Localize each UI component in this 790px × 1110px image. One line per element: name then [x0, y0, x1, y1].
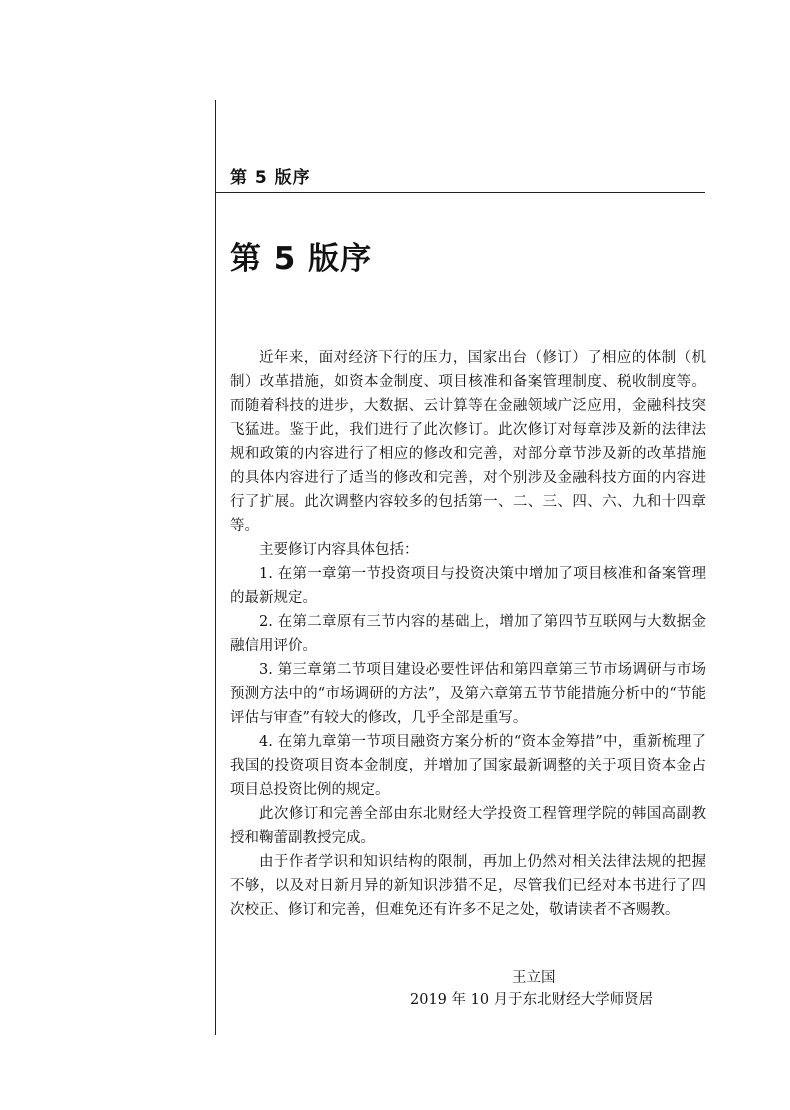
- margin-vertical-rule: [215, 100, 216, 1035]
- paragraph-item-4: 4. 在第九章第一节项目融资方案分析的“资本金筹措”中，重新梳理了我国的投资项目资本金制度，并增加了国家最新调整的关于项目资本金占项目总投资比例的规定。: [230, 734, 706, 798]
- preface-body: [230, 346, 706, 922]
- paragraph-item-3: 3. 第三章第二节项目建设必要性评估和第四章第三节市场调研与市场预测方法中的“市场调研的方法”，及第六章第五节节能措施分析中的“节能评估与审查”有较大的修改，几乎全部是重写。: [230, 662, 706, 726]
- paragraph-credits: 此次修订和完善全部由东北财经大学投资工程管理学院的韩国高副教授和鞠蕾副教授完成。: [230, 806, 706, 846]
- author-name: 王立国: [512, 970, 556, 986]
- paragraph-item-1: 1. 在第一章第一节投资项目与投资决策中增加了项目核准和备案管理的最新规定。: [230, 566, 706, 606]
- signature-date-place: 2019 年 10 月于东北财经大学师贤居: [410, 992, 654, 1008]
- page-title: 第 5 版序: [230, 241, 373, 277]
- paragraph-item-2: 2. 在第二章原有三节内容的基础上，增加了第四节互联网与大数据金融信用评价。: [230, 614, 706, 654]
- paragraph-intro: 近年来，面对经济下行的压力，国家出台（修订）了相应的体制（机制）改革措施，如资本金制度、项目核准和备案管理制度、税收制度等。而随着科技的进步，大数据、云计算等在金融领域广泛应用，金融科技突飞猛进。鉴于此，我们进行了此次修订。此次修订对每章涉及新的法律法规和政策的内容进行了相应的修改和完善，对部分章节涉及新的改革措施的具体内容进行了适当的修改和完善，对个别涉及金融科技方面的内容进行了扩展。此次调整内容较多的包括第一、二、三、四、六、九和十四章等。: [230, 350, 706, 534]
- paragraph-closing: 由于作者学识和知识结构的限制，再加上仍然对相关法律法规的把握不够，以及对日新月异的新知识涉猎不足，尽管我们已经对本书进行了四次校正、修订和完善，但难免还有许多不足之处，敬请读者不吝赐教。: [230, 854, 706, 918]
- header-rule: [215, 192, 705, 193]
- running-head: 第 5 版序: [230, 168, 311, 188]
- paragraph-summary-heading: 主要修订内容具体包括：: [259, 542, 419, 558]
